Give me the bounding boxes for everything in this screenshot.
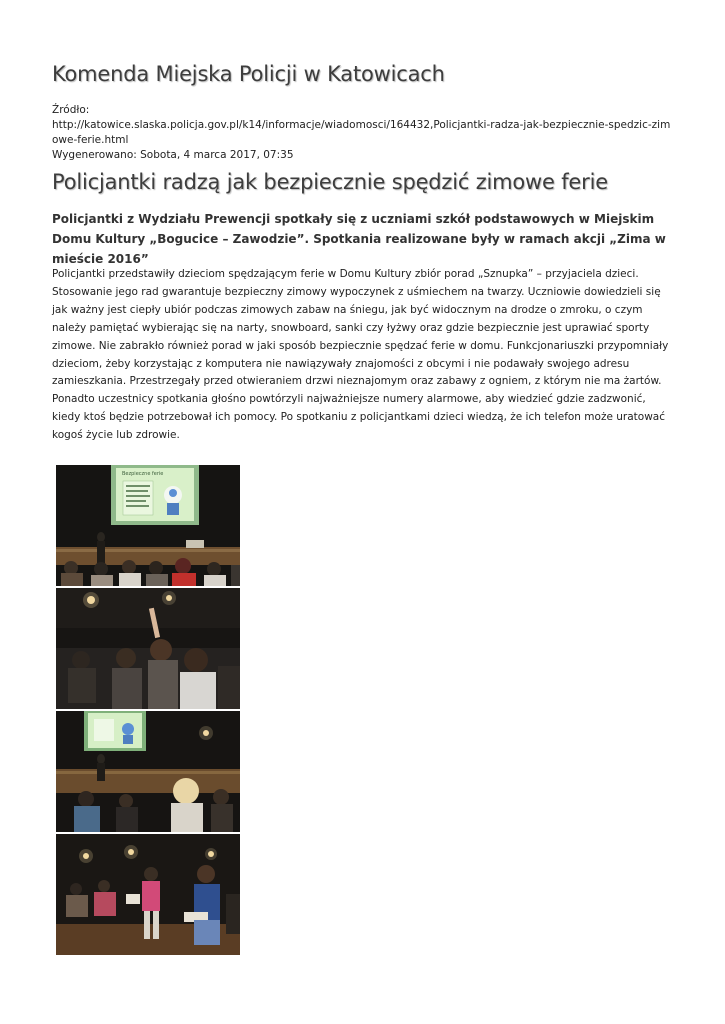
- article-body: Policjantki przedstawiły dzieciom spędzającym ferie w Domu Kultury zbiór porad „Sznupka” – przyjaciela dzieci. Stosowanie jego rad gwarantuje bezpieczny zimowy wypoczynek z uśmiechem na twarzy. Uczniowie dowiedzieli się jak ważny jest ciepły ubiór podczas zimowych zabaw na śniegu, jak być widocznym na drodze o zmroku, o czym należy pamiętać wybierając się na narty, snowboard, sanki czy łyżwy oraz gdzie bezpiecznie jest uprawiać sporty zimowe. Nie zabrakło również porad w jaki sposób bezpiecznie spędzać ferie w domu. Funkcjonariuszki przypomniały dzieciom, żeby korzystając z komputera nie nawiązywały znajomości z obcymi i nie podawały swojego adresu zamieszkania. Przestrzegały przed otwieraniem drzwi nieznajomym oraz zabawy z ogniem, z którym nie ma żartów. Ponadto uczestnicy spotkania głośno powtórzyli najważniejsze numery alarmowe, aby wiedzieć gdzie zadzwonić, kiedy ktoś będzie potrzebował ich pomocy. Po spotkaniu z policjantkami dzieci wiedzą, że ich telefon może uratować kogoś życie lub zdrowie.: [52, 268, 669, 442]
- raised-hand-audience-photo[interactable]: [56, 588, 240, 709]
- source-url[interactable]: http://katowice.slaska.policja.gov.pl/k14/informacje/wiadomosci/164432,Policjantki-radza-jak-bezpiecznie-spedzic-zimowe-ferie.html: [52, 119, 671, 146]
- slide-heading: Bezpieczne ferie: [122, 471, 164, 477]
- children-with-booklets-photo[interactable]: [56, 834, 240, 955]
- presentation-screen-photo[interactable]: [56, 465, 240, 586]
- presentation-audience-photo[interactable]: [56, 711, 240, 832]
- photo-gallery: [56, 465, 240, 957]
- site-title: Komenda Miejska Policji w Katowicach: [52, 62, 445, 86]
- article-title: Policjantki radzą jak bezpiecznie spędzić zimowe ferie: [52, 170, 608, 194]
- article-lead: Policjantki z Wydziału Prewencji spotkały się z uczniami szkół podstawowych w Miejskim Domu Kultury „Bogucice – Zawodzie”. Spotkania realizowane były w ramach akcji „Zima w mieście 2016”: [52, 212, 666, 266]
- generated-date: Wygenerowano: Sobota, 4 marca 2017, 07:35: [52, 149, 294, 161]
- source-label: Źródło:: [52, 104, 90, 116]
- source-meta: [52, 103, 672, 163]
